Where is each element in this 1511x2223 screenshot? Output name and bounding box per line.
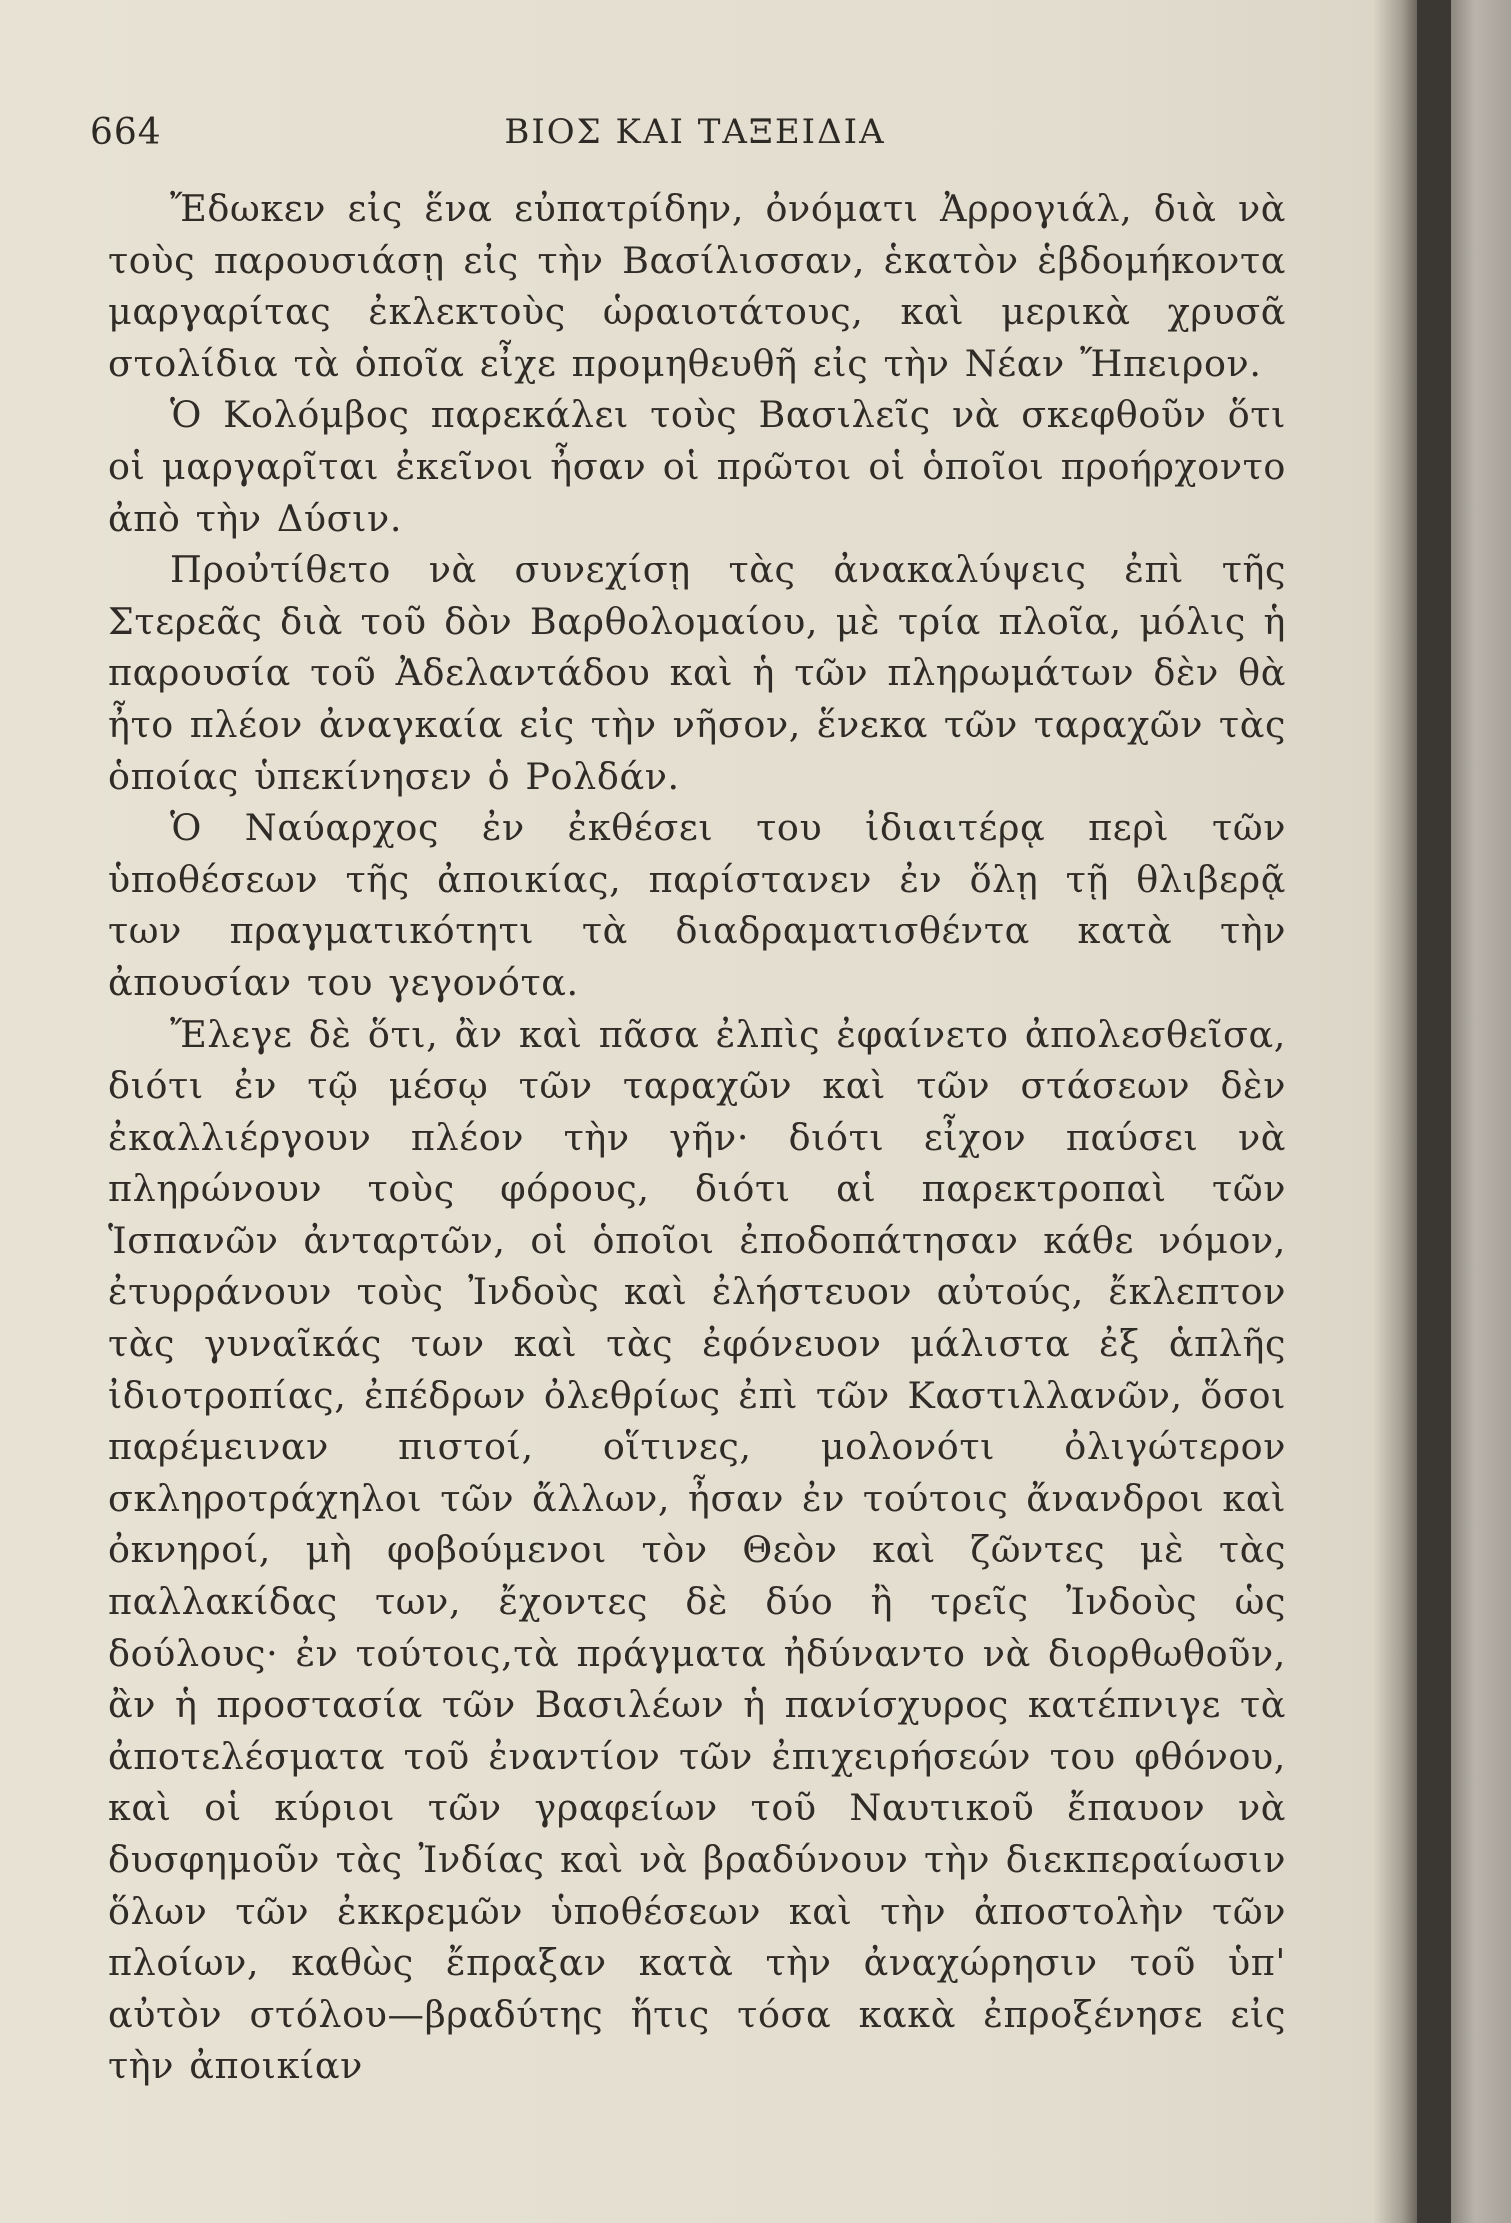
facing-page-edge: [1451, 0, 1511, 2223]
binding-shadow: [1373, 0, 1421, 2223]
page-number: 664: [90, 112, 162, 153]
paragraph-5: Ἔλεγε δὲ ὅτι, ἂν καὶ πᾶσα ἐλπὶς ἐφαίνετο ἀπολεσθεῖσα, διότι ἐν τῷ μέσῳ τῶν ταραχῶν καὶ τῶν στάσεων δὲν ἐκαλλιέργουν πλέον τὴν γῆν· διότι εἶχον παύσει νὰ πληρώνουν τοὺς φόρους, διότι αἱ παρεκτροπαὶ τῶν Ἱσπανῶν ἀνταρτῶν, οἱ ὁποῖοι ἐποδοπάτησαν κάθε νόμον, ἐτυρράνουν τοὺς Ἰνδοὺς καὶ ἐλήστευον αὐτούς, ἔκλεπτον τὰς γυναῖκάς των καὶ τὰς ἐφόνευον μάλιστα ἐξ ἁπλῆς ἰδιοτροπίας, ἐπέδρων ὀλεθρίως ἐπὶ τῶν Καστιλλανῶν, ὅσοι παρέμειναν πιστοί, οἵτινες, μολονότι ὀλιγώτερον σκληροτράχηλοι τῶν ἄλλων, ἦσαν ἐν τούτοις ἄνανδροι καὶ ὀκνηροί, μὴ φοβούμενοι τὸν Θεὸν καὶ ζῶντες μὲ τὰς παλλακίδας των, ἔχοντες δὲ δύο ἢ τρεῖς Ἰνδοὺς ὡς δούλους· ἐν τούτοις,τὰ πράγματα ἠδύναντο νὰ διορθωθοῦν, ἂν ἡ προστασία τῶν Βασιλέων ἡ πανίσχυρος κατέπνιγε τὰ ἀποτελέσματα τοῦ ἐναντίον τῶν ἐπιχειρήσεών του φθόνου, καὶ οἱ κύριοι τῶν γραφείων τοῦ Ναυτικοῦ ἔπαυον νὰ δυσφημοῦν τὰς Ἰνδίας καὶ νὰ βραδύνουν τὴν διεκπεραίωσιν ὅλων τῶν ἐκκρεμῶν ὑποθέσεων καὶ τὴν ἀποστολὴν τῶν πλοίων, καθὼς ἔπραξαν κατὰ τὴν ἀναχώρησιν τοῦ ὑπ' αὐτὸν στόλου—βραδύτης ἥτις τόσα κακὰ ἐπροξένησε εἰς τὴν ἀποικίαν: [108, 1012, 1286, 2088]
running-header: [90, 112, 1300, 162]
running-title: ΒΙΟΣ ΚΑΙ ΤΑΞΕΙΔΙΑ: [504, 112, 886, 152]
body-text: [108, 183, 1286, 2092]
binding-gutter: [1417, 0, 1451, 2223]
paragraph-3: Προὐτίθετο νὰ συνεχίσῃ τὰς ἀνακαλύψεις ἐπὶ τῆς Στερεᾶς διὰ τοῦ δὸν Βαρθολομαίου, μὲ τρία πλοῖα, μόλις ἡ παρουσία τοῦ Ἀδελαντάδου καὶ ἡ τῶν πληρωμάτων δὲν θὰ ἦτο πλέον ἀναγκαία εἰς τὴν νῆσον, ἕνεκα τῶν ταραχῶν τὰς ὁποίας ὑπεκίνησεν ὁ Ρολδάν.: [108, 548, 1286, 798]
paragraph-1: Ἔδωκεν εἰς ἕνα εὐπατρίδην, ὀνόματι Ἀρρογιάλ, διὰ νὰ τοὺς παρουσιάσῃ εἰς τὴν Βασίλισσαν, ἑκατὸν ἑβδομήκοντα μαργαρίτας ἐκλεκτοὺς ὡραιοτάτους, καὶ μερικὰ χρυσᾶ στολίδια τὰ ὁποῖα εἶχε προμηθευθῆ εἰς τὴν Νέαν Ἤπειρον.: [108, 187, 1286, 385]
paragraph-4: Ὁ Ναύαρχος ἐν ἐκθέσει του ἰδιαιτέρᾳ περὶ τῶν ὑποθέσεων τῆς ἀποικίας, παρίστανεν ἐν ὅλῃ τῇ θλιβερᾷ των πραγματικότητι τὰ διαδραματισθέντα κατὰ τὴν ἀπουσίαν του γεγονότα.: [108, 806, 1286, 1004]
paragraph-2: Ὁ Κολόμβος παρεκάλει τοὺς Βασιλεῖς νὰ σκεφθοῦν ὅτι οἱ μαργαρῖται ἐκεῖνοι ἦσαν οἱ πρῶτοι οἱ ὁποῖοι προήρχοντο ἀπὸ τὴν Δύσιν.: [108, 393, 1286, 540]
